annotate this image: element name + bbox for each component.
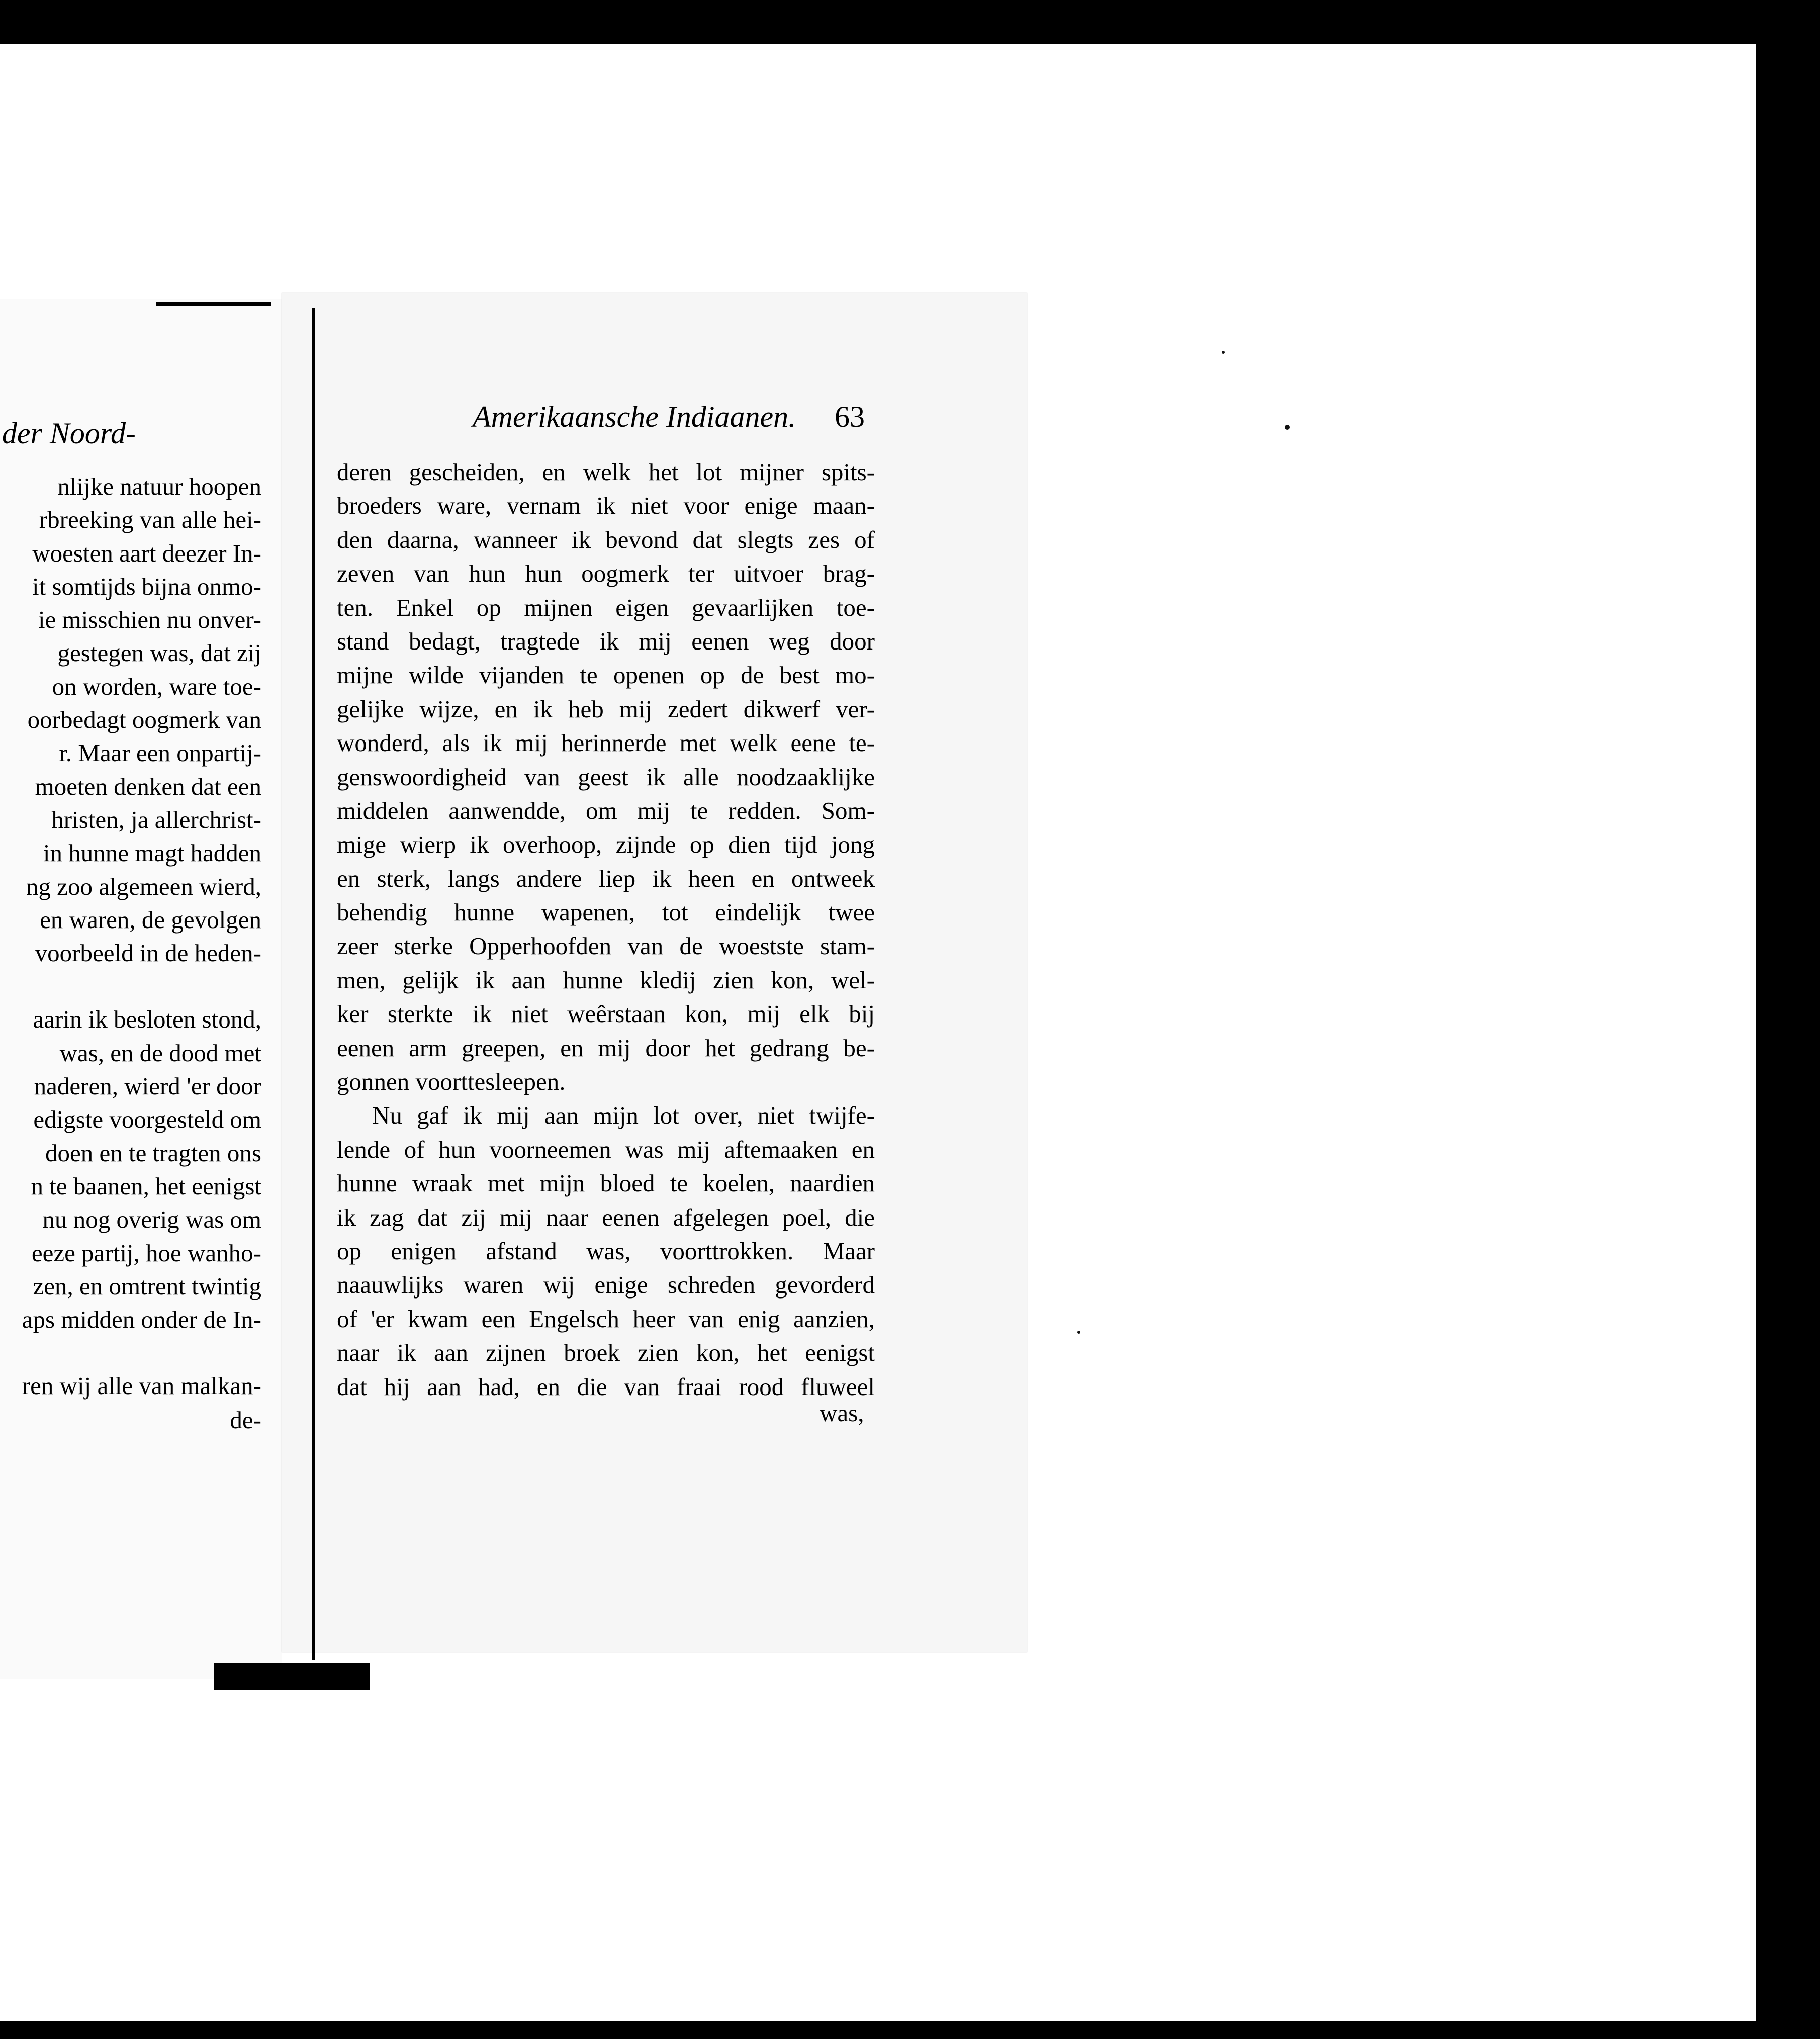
left-text-line: eeze partij, hoe wanho- xyxy=(31,1239,261,1267)
right-text-line: mijne wilde vijanden te openen op de best mo- xyxy=(337,661,875,689)
right-text-line: ker sterkte ik niet weêrstaan kon, mij elk bij xyxy=(337,1000,875,1028)
right-text-line: lende of hun voorneemen was mij aftemaaken en xyxy=(337,1135,875,1163)
left-text-line: in hunne magt hadden xyxy=(43,839,261,867)
right-text-line: op enigen afstand was, voorttrokken. Maar xyxy=(337,1237,875,1265)
left-text-line: gestegen was, dat zij xyxy=(57,639,261,667)
left-text-line xyxy=(0,1336,261,1369)
left-text-line: edigste voorgesteld om xyxy=(33,1105,261,1134)
left-text-line: rbreeking van alle hei- xyxy=(39,506,261,534)
right-text-line: of 'er kwam een Engelsch heer van enig aanzien, xyxy=(337,1305,875,1333)
right-text-line: men, gelijk ik aan hunne kledij zien kon, wel- xyxy=(337,966,875,994)
left-text-line: on worden, ware toe- xyxy=(52,672,261,700)
left-text-line: was, en de dood met xyxy=(59,1039,261,1067)
right-text-line: en sterk, langs andere liep ik heen en ontweek xyxy=(337,864,875,892)
right-text-line: gonnen voorttesleepen. xyxy=(337,1068,566,1096)
left-text-line: it somtijds bijna onmo- xyxy=(32,572,261,600)
right-text-line: naar ik aan zijnen broek zien kon, het eenigst xyxy=(337,1339,875,1367)
left-text-line: doen en te tragten ons xyxy=(45,1139,261,1167)
right-text-line: zeer sterke Opperhoofden van de woestste stam- xyxy=(337,932,875,960)
left-text-line: zen, en omtrent twintig xyxy=(33,1272,261,1300)
left-text-line: aps midden onder de In- xyxy=(22,1306,261,1334)
left-text-line: moeten denken dat een xyxy=(35,772,261,800)
right-text-line: broeders ware, vernam ik niet voor enige maan- xyxy=(337,492,875,520)
left-text-line: r. Maar een onpartij- xyxy=(59,739,261,767)
left-text-line: nu nog overig was om xyxy=(42,1206,261,1234)
right-text-line: dat hij aan had, en die van fraai rood fluweel xyxy=(337,1372,875,1401)
right-text-line: ten. Enkel op mijnen eigen gevaarlijken toe- xyxy=(337,593,875,621)
right-catchword: was, xyxy=(820,1399,864,1427)
left-text-line: ren wij alle van malkan- xyxy=(22,1372,261,1400)
right-text-line: genswoordigheid van geest ik alle noodzaaklijke xyxy=(337,763,875,791)
right-text-line: stand bedagt, tragtede ik mij eenen weg door xyxy=(337,627,875,655)
right-text-line: zeven van hun hun oogmerk ter uitvoer brag- xyxy=(337,560,875,588)
left-catchword: de- xyxy=(230,1406,261,1434)
right-text-line: wonderd, als ik mij herinnerde met welk eene te- xyxy=(337,729,875,757)
left-text-line: voorbeeld in de heden- xyxy=(35,939,261,967)
page-gutter-line xyxy=(312,308,315,1660)
right-text-line: deren gescheiden, en welk het lot mijner spits- xyxy=(337,458,875,486)
right-text-line: gelijke wijze, en ik heb mij zedert dikwerf ver- xyxy=(337,695,875,723)
left-text-line: ie misschien nu onver- xyxy=(38,606,261,634)
left-text-line: hristen, ja allerchrist- xyxy=(51,805,261,833)
left-text-line: n te baanen, het eenigst xyxy=(31,1172,261,1200)
gutter-bottom-bar xyxy=(214,1663,370,1690)
right-text-line: Nu gaf ik mij aan mijn lot over, niet twijfe- xyxy=(372,1101,875,1130)
right-text-line: middelen aanwendde, om mij te redden. Som- xyxy=(337,796,875,824)
page-number: 63 xyxy=(835,400,865,433)
left-text-line: oorbedagt oogmerk van xyxy=(27,706,261,734)
scan-speck xyxy=(1285,425,1290,430)
right-text-line: hunne wraak met mijn bloed te koelen, naardien xyxy=(337,1169,875,1197)
left-page-rule xyxy=(156,302,271,306)
left-text-line: woesten aart deezer In- xyxy=(32,539,261,567)
scan-speck xyxy=(1222,351,1225,354)
right-text-line: naauwlijks waren wij enige schreden gevorderd xyxy=(337,1271,875,1299)
right-text-line: mige wierp ik overhoop, zijnde op dien tijd jong xyxy=(337,830,875,859)
left-text-block xyxy=(0,470,261,1403)
left-text-line: nlijke natuur hoopen xyxy=(57,473,261,500)
left-text-line: aarin ik besloten stond, xyxy=(33,1005,261,1034)
right-text-line: eenen arm greepen, en mij door het gedrang be- xyxy=(337,1034,875,1062)
right-text-line: den daarna, wanneer ik bevond dat slegts zes of xyxy=(337,525,875,553)
right-text-line: behendig hunne wapenen, tot eindelijk twee xyxy=(337,898,875,926)
left-text-line: naderen, wierd 'er door xyxy=(34,1072,261,1100)
left-text-line: ng zoo algemeen wierd, xyxy=(26,872,261,900)
right-text-block xyxy=(337,455,875,1404)
right-running-head: Amerikaansche Indiaanen. xyxy=(473,400,796,433)
left-running-head: der Noord- xyxy=(2,417,136,450)
left-text-line xyxy=(0,970,261,1003)
left-text-line: en waren, de gevolgen xyxy=(40,905,261,934)
right-text-line: ik zag dat zij mij naar eenen afgelegen poel, die xyxy=(337,1203,875,1231)
scan-speck xyxy=(1077,1331,1080,1334)
